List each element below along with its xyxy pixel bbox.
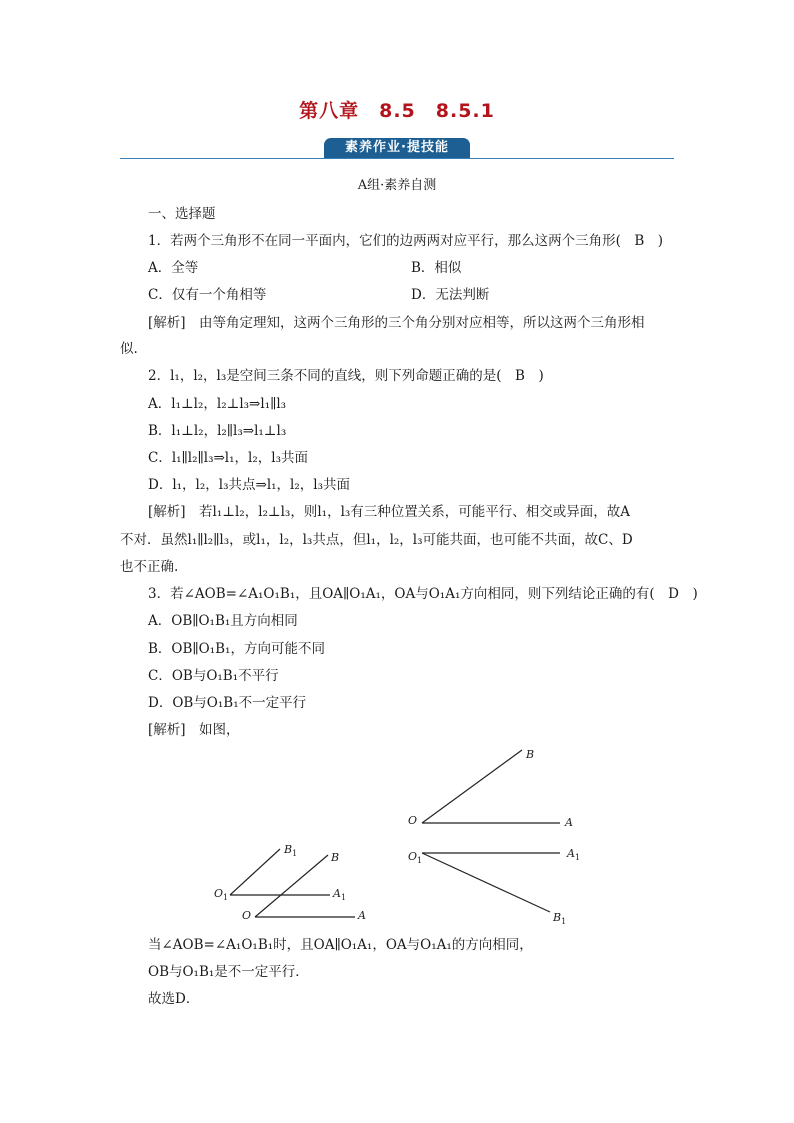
q3-option-a: A．OB∥O₁B₁且方向相同	[148, 613, 298, 629]
figure-opposite-angles	[400, 740, 600, 930]
label-a-left: A	[358, 909, 366, 922]
label-o1-right: $O_1$	[408, 850, 423, 865]
label-a1-right: $A_1$	[567, 847, 581, 862]
label-a-right: A	[565, 816, 573, 829]
q3-conclusion-line2: OB与O₁B₁是不一定平行．	[148, 964, 309, 980]
q3-option-d: D．OB与O₁B₁不一定平行	[148, 695, 307, 711]
label-o-right: O	[408, 814, 418, 827]
section-heading: 一、选择题	[148, 206, 216, 222]
q3-conclusion-line1: 当∠AOB=∠A₁O₁B₁时，且OA∥O₁A₁，OA与O₁A₁的方向相同，	[148, 937, 533, 953]
group-heading: A组·素养自测	[357, 178, 437, 193]
q1-option-c: C．仅有一个角相等	[148, 287, 267, 303]
q2-analysis-line1: [解析] 若l₁⊥l₂，l₂⊥l₃，则l₁，l₃有三种位置关系，可能平行、相交或异面，故A	[148, 504, 631, 520]
ray-o1b1	[422, 853, 550, 912]
ray-o1b1-left	[230, 849, 280, 895]
ray-ob	[422, 750, 522, 823]
q2-option-d: D．l₁，l₂，l₃共点⇒l₁，l₂，l₃共面	[148, 477, 351, 493]
label-o1-left: $O_1$	[214, 887, 229, 902]
q1-option-d: D．无法判断	[411, 287, 490, 303]
q2-option-c: C．l₁∥l₂∥l₃⇒l₁，l₂，l₃共面	[148, 450, 308, 466]
q1-analysis-line2: 似.	[120, 341, 138, 357]
q2-option-a: A．l₁⊥l₂，l₂⊥l₃⇒l₁∥l₃	[148, 396, 287, 412]
q3-conclusion-line3: 故选D．	[148, 991, 200, 1007]
section-banner: 素养作业·提技能	[324, 138, 470, 158]
figure-same-angles	[200, 835, 380, 930]
page-title: 第八章 8.5 8.5.1	[299, 100, 495, 122]
label-b1-right: $B_1$	[553, 911, 567, 926]
label-a1-left: $A_1$	[333, 887, 347, 902]
label-b1-left: $B_1$	[284, 843, 298, 858]
q1-analysis-line1: [解析] 由等角定理知，这两个三角形的三个角分别对应相等，所以这两个三角形相	[148, 315, 645, 331]
label-b-left: B	[331, 851, 340, 864]
header-rule	[120, 158, 674, 159]
q3-stem: 3．若∠AOB=∠A₁O₁B₁，且OA∥O₁A₁，OA与O₁A₁方向相同，则下列结论正确的有( D )	[148, 586, 698, 602]
q3-option-b: B．OB∥O₁B₁，方向可能不同	[148, 641, 325, 657]
label-o-left: O	[242, 909, 252, 922]
q1-option-b: B．相似	[411, 260, 462, 276]
q3-analysis: [解析] 如图，	[148, 722, 240, 738]
q3-option-c: C．OB与O₁B₁不平行	[148, 668, 279, 684]
q2-option-b: B．l₁⊥l₂，l₂∥l₃⇒l₁⊥l₃	[148, 423, 287, 439]
q2-stem: 2．l₁，l₂，l₃是空间三条不同的直线，则下列命题正确的是( B )	[148, 368, 544, 384]
q1-stem: 1．若两个三角形不在同一平面内，它们的边两两对应平行，那么这两个三角形( B )	[148, 233, 664, 249]
ray-ob-left	[255, 855, 328, 917]
q2-analysis-line2: 不对．虽然l₁∥l₂∥l₃，或l₁，l₂，l₃共点，但l₁，l₂，l₃可能共面，也可能不共面，故C、D	[120, 532, 633, 548]
q2-analysis-line3: 也不正确.	[120, 559, 179, 575]
q1-option-a: A．全等	[148, 260, 199, 276]
label-b-right: B	[526, 748, 535, 761]
